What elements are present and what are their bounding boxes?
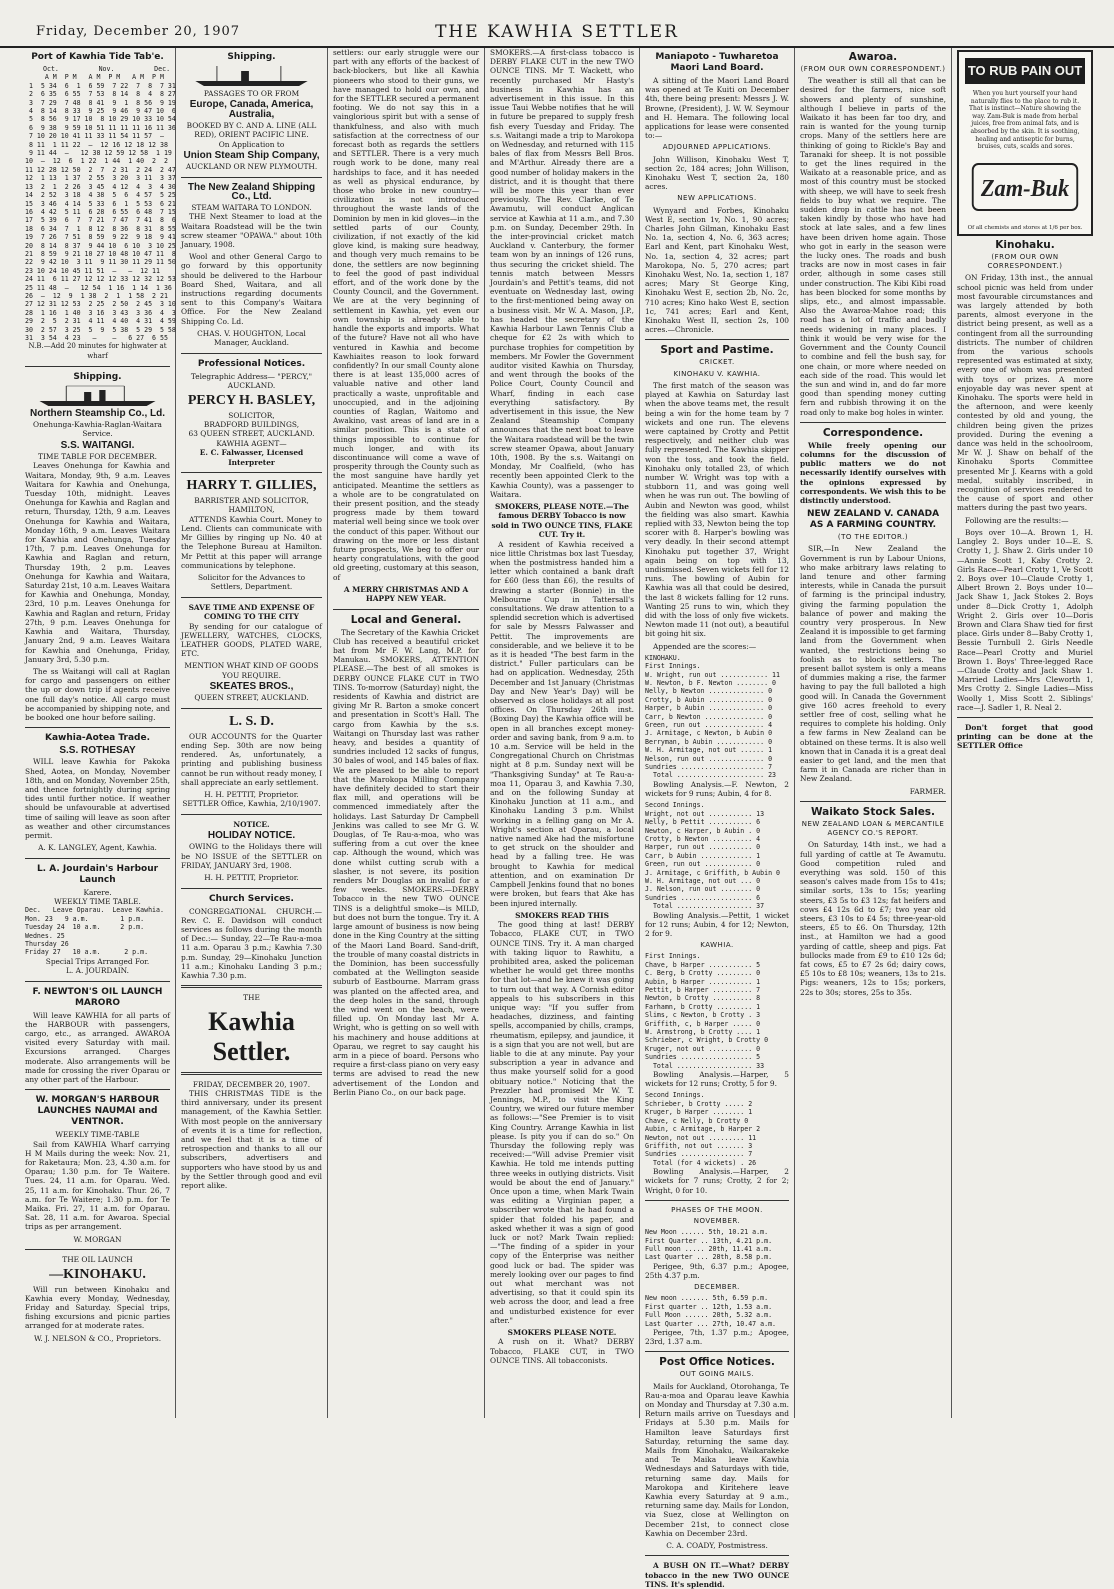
post-office-body: Mails for Auckland, Otorohanga, Te Rau-a-moa and Oparau leave Kawhia on Monday and Thursday at 7.30 a.m. Return mails arrive on Tuesdays and Fridays at 5.30 p.m. Mails for Hamilton leave Saturdays first Saturday, returning the same day. Mails from Kinohaku, Waikarakeke and Te Maika leave Kawhia Wednesdays and Saturdays with tide, returning same day. Mails for Marokopa and Kiritehere leave Kawhia every Saturday at 9 a.m., returning same day. Mails for London, via Suez, close at Wellington on December 21st, to connect close Kawhia on December 23rd. — [645, 1381, 789, 1538]
lsd-body: OUR ACCOUNTS for the Quarter ending Sep. 30th are now being rendered. As, unfortunately, a printing and publishing business cannot be run without ready money, I shall appreciate an early settlement. — [181, 731, 322, 787]
correspondence-heading: Correspondence. — [822, 426, 924, 439]
smokers-please-body: A rush on it. What? DERBY Tobacco, FLAKE CUT, in TWO OUNCE TINS. All tobacconists. — [490, 1337, 634, 1365]
gillies-name: HARRY T. GILLIES, — [186, 477, 317, 493]
morgan-body: Sail from KAWHIA Wharf carrying H M Mails during the week: Nov. 21, for Raketaura; Mon. 23, 4.30 a.m. for Oparau; 1.30 p.m. for Te Waitere. Tues. 24, 11 a.m. for Oparau. Wed. 25, 11 a.m. for Kinohaku. Thur. 26, 7 a.m. for Te Waitere; 1.30 p.m. for Te Maika. Fri. 27, 11 a.m. for Oparau. Sat. 28, 11 a.m. for Awaroa. Special trips as per arrangement. — [25, 1139, 170, 1232]
letter-sign: FARMER. — [909, 786, 946, 796]
lsd-office: SETTLER Office, Kawhia, 2/10/1907. — [182, 799, 321, 809]
gillies-hamilton: HAMILTON, — [228, 505, 275, 515]
launch-special: Special Trips Arranged For. — [45, 956, 150, 966]
results-list: Boys over 10—A. Brown 1, H. Langley 2. Boys under 10—E. S. Crotty 1, J. Shaw 2. Girls under 10—Annie Scott 1, Kaby Crotty 2. Girls Race—Pearl Crotty 1, Ve Scott 2. Boys over 10—Claude Crotty 1, Albert Brown 2. Boys under 10—Jack Shaw 1, Jack Stokes 2. Boys under 8—Dick Crotty 1, Adolph Wright 2. Girls over 10—Doris Brown and Clara Shaw tied for first place. Girls under 8—Baby Crotty 1, Bessie Turnbull 2. Girls Needle Race—Pearl Crotty and Muriel Brown 1. Boys' Three-legged Race—Claude Crotty and Jack Shaw 1. Married Ladies—Mrs Cleworth 1, Mrs Crotty 2. Single Ladies—Miss Woolly 1, Miss Scott 2. Siblings' race—J. Sadler 1, R. Neal 2. — [957, 527, 1093, 712]
bowling-1: Bowling Analysis.—F. Newton, 2 wickets for 9 runs; Aubin, 4 for 8. — [645, 779, 789, 799]
column-2 — [176, 48, 328, 1418]
scores-kinohaku-first: KINOHAKU. First Innings. W. Wright, run out ............ 11 W. Newton, b F. Newton ........ 0 Nelly, b Newton .............. 0 Crotty, b Aubin .............. 0 Harper, b Aubin .............. 0 Carr, b Newton ............... 0 Green, run out ............... 4 J. Armitage, c Newton, b Aubin 0 Berryman, b Aubin ............ 0 W. H. Armitage, not out ...... 1 Nelson, run out .............. 0 Sundries ..................... 7 Total ...................... 23 — [645, 653, 780, 780]
printing-advert: Don't forget that good printing can be done at the SETTLER Office — [957, 722, 1093, 751]
gillies-body: ATTENDS Kawhia Court. Money to Lend. Clients can communicate with Mr Gillies by ringing up No. 40 at the Telephone Bureau at Hamilton. Mr Pettit at this paper will arrange communications by telephone. — [181, 514, 322, 570]
save-time: SAVE TIME AND EXPENSE OF COMING TO THE CITY — [188, 602, 315, 622]
newton-heading: F. NEWTON'S OIL LAUNCH MARORO — [32, 986, 163, 1008]
smokers-read: SMOKERS READ THIS — [515, 910, 609, 920]
newspaper-title: THE KAWHIA SETTLER — [435, 22, 679, 42]
cricket-heading: CRICKET. — [699, 358, 735, 367]
new-applications-heading: NEW APPLICATIONS. — [677, 194, 757, 203]
adjourned-heading: ADJOURNED APPLICATIONS. — [662, 143, 772, 152]
maori-board-heading: Maniapoto - Tuwharetoa Maori Land Board. — [655, 52, 779, 73]
december-perigee: Perigee, 7th, 1.37 p.m.; Apogee, 23rd, 1.37 a.m. — [645, 1328, 789, 1347]
sport-heading: Sport and Pastime. — [660, 344, 774, 357]
outgoing-mails: OUT GOING MAILS. — [679, 1370, 755, 1379]
waitangi-heading: S.S. WAITANGI. — [60, 439, 135, 451]
december-phases: New moon ....... 5th, 6.59 p.m. First quarter .. 12th, 1.53 a.m. Full Moon ...... 20th, 5.32 a.m. Last Quarter ... 27th, 10.47 a.m. — [645, 1294, 777, 1328]
union-address: AUCKLAND OR NEW PLYMOUTH. — [185, 162, 318, 172]
adjourned-body: John Willison, Kinohaku West T, section 2c, 184 acres; John Willison, Kinohaku West T, section 2a, 180 acres. — [645, 154, 789, 192]
column-1 — [20, 48, 176, 1418]
post-office-heading: Post Office Notices. — [659, 1356, 775, 1369]
lsd-sign: H. H. PETTIT, Proprietor. — [204, 790, 299, 800]
local-general-heading: Local and General. — [350, 613, 462, 626]
notice-heading: NOTICE. — [233, 819, 270, 829]
booked: BOOKED BY C. AND A. LINE (ALL RED), ORIENT PACIFIC LINE. — [186, 120, 317, 140]
cricket-body: The first match of the season was played at Kawhia on Saturday last when the above teams met, the result being a win for the home team by 7 wickets and one run. The elevens were captained by Crotty and Pettit respectively, and neither club was fully represented. The Kawhia skipper won the toss, and took the field. Kinohaku only totalled 23, of which number W. Wright was top with a stubborn 11, and was going well when he was run out. The bowling of Aubin and Newton was good, whilst the fielding was also smart. Kawhia replied with 33, Newton being the top scorer with 8. Harper's bowling was very deadly. In their second attempt Kinohaku put together 37, Wright again being on top with 13, undismissed. Seven wickets fell for 12 runs. The bowling of Aubin for Kawhia was all that could be desired, the last 8 wickets falling for 12 runs. Wanting 25 runs to win, which they did with the loss of only five wickets. Newton made 11 (not out), a beautiful bit going hit six. — [645, 380, 789, 639]
stock-sales-sub: NEW ZEALAND LOAN & MERCANTILE AGENCY CO.'S REPORT. — [801, 820, 945, 838]
steam-body-2: Wool and other General Cargo to go forward by this opportunity should be delivered to the Harbour Board Shed, Waitara, and all instructions regarding documents sent to this Company's Waitara Office. For the New Zealand Shipping Co. Ld. — [181, 252, 322, 326]
zam-buk-wordmark: Zam-Buk — [980, 175, 1070, 203]
rub-pain-out-banner: TO RUB PAIN OUT — [965, 58, 1085, 84]
steam-body: THE Next Steamer to load at the Waitara Roadstead will be the twin screw steamer "OPAWA." about 10th January, 1908. — [181, 212, 322, 250]
bowling-3: Bowling Analysis.—Harper, 5 wickets for 12 runs; Crotty, 5 for 9. — [645, 1070, 789, 1089]
to-editor: (TO THE EDITOR.) — [837, 533, 909, 542]
kawhia-agent: KAWHIA AGENT— — [216, 438, 287, 448]
stock-sales-heading: Waikato Stock Sales. — [810, 806, 936, 819]
basley-queen: 63 QUEEN STREET, AUCKLAND. — [188, 429, 315, 439]
kinohaku-launch-name: —KINOHAKU. — [49, 1266, 146, 1282]
tide-table-heading: Port of Kawhia Tide Tab'e. — [31, 52, 164, 62]
settler-the: THE — [243, 993, 260, 1003]
lsd-heading: L. S. D. — [229, 713, 274, 729]
nz-canada-heading: NEW ZEALAND V. CANADA AS A FARMING COUNTRY. — [806, 509, 940, 531]
telegraphic: Telegraphic Address— "PERCY," AUCKLAND. — [190, 371, 313, 391]
editorial-continued: settlers: our early struggle were our part with any efforts of the backest of back-blockers, but like all Kawhia pioneers who stood to their guns, we have managed to hold our own, and for the SETTLER secured a permanent footing. We do not say this in a vainglorious spirit but with a sense of thankfulness, and also with much satisfaction at the correctness of our forecast both as regards the settlers and SETTLER. There is a very much rough work to be done, many real hardships to face, and it has needed as well as physical endurance, by those who broke in new country—civilization is not introduced throughout the waste lands of the Dominion by men in kid gloves—in the settled parts of our County, civilization, if not exactly of the kid glove kind, is making sure headway, and though very much remains to be done, the settlers are now beginning to feel the good of past individual effort, and of the work done by the County Council, and the Government. We are at the very beginning of settlement in Kawhia, yet even our own township is already able to handle the exports and imports. What of the future? Have not all who have ventured in Kawhia and become Kawhiaites reason to look forward confidently? In our small County alone there is at least 135,000 acres of valuable native and other land practically a waste, unprofitable and unoccupied, and in the adjoining counties of Raglan, Waitomo and Awakino, vast areas of land are in a similar position. This is a state of things impossible to continue for much longer, and with its discontinuance will come a wave of prosperity through the County such as the most sanguine have hardly yet anticipated. Meantime the settlers as a whole are to be congratulated on their present position, and the steady progress made by them toward material well being since we took over the conduct of this paper. Without our drawing on the more or less distant future prospects, We beg to offer our hearty congratulations, with the good old greeting, customary at this season, of — [333, 48, 479, 582]
local-general-body: The Secretary of the Kawhia Cricket Club has received a beautiful cricket bat from Mr F. W. Lang, M.P. for Manukau. SMOKERS, ATTENTION PLEASE.—The best of all smokes is DERBY OUNCE FLAKE CUT in TWO TINS. To-morrow (Saturday) night, the residents of Kawhia and district are giving Mr R. Barton a smoke concert and presentation in Scott's Hall. The cargo from Kawhia by the s.s. Waitangi on Thursday last was rather heavy, and besides a quantity of sundries included 12 sacks of fungus, 30 bales of wool, and 145 bales of flax. We are pleased to be able to report that the Marokopa Milling Company have definitely decided to start their flax mill, and operations will be commenced immediately after the holidays. Last Saturday Dr Campbell Jenkins was called to see Mr G. W. Douglas, of Te Rau-a-moa, who was suffering from a cut over the knee cap. Although the wound, which was done whilst cutting scrub with a slasher, is not severe, its position renders Mr Douglas an invalid for a few weeks. SMOKERS.—DERBY Tobacco in the new TWO OUNCE TINS is a delightful smoke—is MILD, but does not burn the tongue. Try it. A large amount of business is now being done in the King Country at the sitting of the Maori Land Board. Sand-drift, the trouble of many coastal districts in the Dominion, has been successfully combated at the Wellington seaside suburb of Eastbourne. Marram grass was planted on the affected area, and the deep holes in the sand, through the wind went on the beach, were filled up. On Monday last Mr A. Wright, who is getting on so well with his machinery and house additions at Oparau, we regret to say caught his arm in a piece of board. Persons who require a first-class piano on very easy terms are advised to read the new advertisement of the London and Berlin Piano Co., on our back page. — [333, 627, 479, 1097]
morgan-sign: W. MORGAN — [73, 1234, 122, 1244]
save-body: By sending for our catalogue of JEWELLERY, WATCHES, CLOCKS, LEATHER GOODS, PLATED WARE, ETC. — [181, 621, 322, 659]
basley-bradford: BRADFORD BUILDINGS, — [203, 419, 300, 429]
column-6 — [795, 48, 952, 1418]
december-heading: DECEMBER. — [694, 1283, 740, 1292]
tide-table: A M P M A M P M A M P M 1 5 34 6 1 6 59 7 22 7 8 7 31 2 6 35 6 55 7 53 8 14 8 4 8 27 3 7 29 7 48 8 41 9 1 8 56 9 19 4 8 14 8 33 9 25 9 46 9 47 10 6 5 8 56 9 17 10 8 10 29 10 33 10 54 6 9 38 9 59 10 51 11 11 11 16 11 36 7 10 20 10 41 11 33 11 54 11 57 — 8 11 1 11 22 — 12 16 12 18 12 38 9 11 44 — 12 38 12 59 12 58 1 19 10 — 12 6 1 22 1 44 1 40 2 2 11 12 28 12 50 2 7 2 31 2 24 2 47 12 1 13 1 37 2 55 3 20 3 11 3 37 13 2 1 2 26 3 45 4 12 4 3 4 30 14 2 52 3 18 4 38 5 6 4 57 5 25 15 3 46 4 14 5 33 6 1 5 53 6 21 16 4 42 5 11 6 28 6 55 6 48 7 15 17 5 39 6 7 7 21 7 47 7 41 8 6 18 6 34 7 1 8 12 8 36 8 31 8 55 19 7 26 7 51 8 59 9 22 9 18 9 41 20 8 14 8 37 9 44 10 6 10 3 10 25 21 8 59 9 21 10 27 10 48 10 47 11 8 22 9 42 10 3 11 9 11 30 11 29 11 50 23 10 24 10 45 11 51 — — 12 11 24 11 6 11 27 12 12 12 33 12 32 12 53 25 11 48 — 12 54 1 16 1 14 1 36 26 — 12 9 1 38 2 1 1 58 2 21 27 12 31 12 53 2 25 2 50 2 45 3 10 28 1 16 1 40 3 16 3 43 3 36 4 3 29 2 5 2 31 4 11 4 40 4 31 4 59 30 2 57 3 25 5 9 5 38 5 29 5 58 31 3 54 4 23 — — 6 27 6 55 — [25, 73, 176, 342]
morgan-timetable-heading: WEEKLY TIME-TABLE — [55, 1130, 140, 1140]
bowling-2: Bowling Analysis.—Pettit, 1 wicket for 12 runs; Aubin, 4 for 12; Newton, 2 for 9. — [645, 910, 789, 938]
kinohaku-v-kawhia: KINOHAKU V. KAWHIA. — [673, 369, 761, 378]
waitangi-note: The ss Waitangi will call at Raglan for cargo and passengers on either the up or down trip if agents receive one full day's notice. All cargo must be accompanied by shipping note, and be booked one hour before sailing. — [25, 666, 170, 722]
steam-sign: CHAS. V. HOUGHTON, Local Manager, Auckland. — [197, 328, 306, 348]
settler-nameplate: Kawhia Settler. — [208, 1006, 295, 1066]
november-perigee: Perigee, 9th, 6.37 p.m.; Apogee, 25th 4.37 p.m. — [645, 1261, 789, 1280]
launch-name: Karere. — [83, 887, 112, 897]
nsc-route: Onehunga-Kawhia-Raglan-Waitara Service. — [33, 420, 162, 439]
kinohaku-launch-sign: W. J. NELSON & CO., Proprietors. — [33, 1333, 162, 1343]
steamship-illustration — [35, 385, 160, 407]
nsc-name: Northern Steamship Co., Ld. — [29, 407, 165, 419]
professional-heading: Professional Notices. — [197, 358, 306, 369]
bush-advert: A BUSH ON IT.—What? DERBY tobacco in the new TWO OUNCE TINS. It's splendid. — [645, 1561, 789, 1589]
launch-timetable: Dec. Leave Oparau. Leave Kawhia. Mon. 23 9 a.m. 1 p.m. Tuesday 24 10 a.m. 2 p.m. Wednes. 25 Thursday 26 Friday 27 10 a.m. 2 p.m. — [25, 906, 164, 957]
skeates-address: QUEEN STREET, AUCKLAND. — [194, 693, 309, 703]
smokers-please: SMOKERS PLEASE NOTE. — [507, 1328, 617, 1338]
basley-name: PERCY H. BASLEY, — [187, 392, 316, 408]
skeates: SKEATES BROS., — [209, 681, 294, 693]
falwasser: E. C. Falwasser, Licensed Interpreter — [199, 448, 304, 467]
appended: Appended are the scores:— — [653, 641, 757, 651]
basley-solicitor: SOLICITOR, — [228, 410, 275, 420]
launch-timetable-heading: WEEKLY TIME TABLE. — [54, 896, 141, 906]
church-heading: Church Services. — [209, 893, 294, 904]
issue-date: Friday, December 20, 1907 — [36, 24, 241, 39]
november-phases: New Moon ...... 5th, 10.21 a.m. First Quarter .. 13th, 4.21 p.m. Full moon ..... 20th, 11.41 a.m. Last Quarter ... 28th, 8.58 p.m. — [645, 1228, 773, 1262]
kawhia-team-heading: KAWHIA. — [700, 941, 734, 950]
steam-heading: STEAM WAITARA TO LONDON. — [191, 203, 312, 213]
settler-editorial: THIS CHRISTMAS TIDE is the third anniversary, under its present management, of the Kawhia Settler. With most people on the anniversary of events it is a time for reflection, and we feel that it is a time of retrospection and thanks to all our subscribers, advertisers and supporters who have stood by us and by the Settler through good and evil report alike. — [181, 1088, 322, 1190]
rothesay-heading: S.S. ROTHESAY — [59, 745, 136, 757]
launch-sign: L. A. JOURDAIN. — [66, 966, 129, 976]
new-applications-body: Wynyard and Forbes, Kinohaku West E, section 1v, No. 1, 90 acres; Charles John Gilman, Kinohaku East No. 1a, section 4, No. 6, 363 acres; Earl and Kent, part Kinohaku West, No. 1a, section 4, 32 acres; part Marokopa, No. 5, 270 acres; part Kinohaku West, No. 1a, section 1, 187 acres; Mary St George King, Kinohaku West E, section 2b, No. 2c, 710 acres; Kino hako West E, section 1c, 741 acres; Earl and Kent, Kinohaku West II, section 2s, 100 acres.—Chronicle. — [645, 205, 789, 335]
correspondence-note: While freely opening our columns for the discussion of public matters we do not necessarily identify ourselves with the opinions expressed by correspondents. We wish this to be distinctly understood. — [800, 440, 946, 505]
union-company: Union Steam Ship Company, — [183, 150, 320, 162]
steamship-illustration-2 — [191, 65, 312, 87]
column-5 — [640, 48, 795, 1589]
kinohaku-body: ON Friday, 13th inst., the annual school picnic was held from under most favourable circumstances and was largely attended by both parents, almost everyone in the district being present, as well as a contingent from all the surrounding districts. The number of children from the various schools represented was estimated at sixty, every one of whom was presented with toys or prizes. A more enjoyable day was never spent at Kinohaku. The sports were held in the afternoon, and were keenly contested by old and young, the children being given the prizes provided. During the evening a dance was held in the schoolroom, Mr W. J. Shaw on behalf of the Kinohaku Sports Committee presented Mr J. Kearns with a gold medal, suitably inscribed, in recognition of services rendered to the cause of sport and other matters during the past two years. — [957, 273, 1093, 513]
settler-date: FRIDAY, DECEMBER 20, 1907. — [192, 1079, 311, 1089]
bowling-4: Bowling Analysis.—Harper, 2 wickets for 7 runs; Crotty, 2 for 2; Wright, 0 for 10. — [645, 1167, 789, 1195]
passages: PASSAGES TO OR FROM — [203, 89, 300, 98]
post-office-sign: C. A. COADY, Postmistress. — [666, 1541, 768, 1551]
christmas-greeting: A MERRY CHRISTMAS AND A HAPPY NEW YEAR. — [343, 584, 469, 604]
masthead — [0, 22, 1114, 48]
local-continued-3: The good thing at last! DERBY Tobacco, FLAKE CUT, in TWO OUNCE TINS. Try it. A man charged with taking liquor to Rawhitu, a prohibited area, asked the policeman whether he would get three months for that lot—and he knew it was going to turn out that way. A Cornish editor appeals to his subscribers in this unique way: "If you suffer from headaches, dizziness, and fainting spells, accompanied by chills, cramps, rheumatism, epilepsy, and jaundice, it is a sign that you are not well, but are liable to die at any minute. Pay your subscription a year in advance and thus make yourself solid for a good obituary notice." Noticing that the Prezzler had promised Mr W. T. Jennings, M.P., to visit the King Country, we wired our future member as follows:—"See Premier is to visit King Country. Arrange Kawhia in list please. Is pity you if can do so." On Thursday the following reply was received:—"Will advise Premier visit Kawhia. He told me intends putting three weeks in outlying districts. Visit would be about the end of January." Once upon a time, when Mark Twain was editing a Virginian paper, a subscriber wrote that he had found a spider that folded his paper, and asked whether it was a sign of good luck or not? Mark Twain replied:—"The finding of a spider in your copy of the Enterprise was neither good luck or bad. The spider was merely looking over our pages to find out what merchant was not advertising, so that it could spin its web across the door, and lead a free and undisturbed existence for ever after." — [490, 920, 634, 1325]
moon-phases-heading: PHASES OF THE MOON. — [671, 1205, 763, 1214]
waitangi-timetable: Leaves Onehunga for Kawhia and Waitara, Monday, 9th, 9 a.m. Leaves Waitara for Kawhia and Onehunga, Tuesday 10th, midnight. Leaves Onehunga for Kawhia and Raglan and return, Thursday, 12th, 9 a.m. Leaves Onehunga for Kawhia and Waitara, Monday 16th, 9 a.m. Leaves Waitara for Kawhia and Onehunga, Tuesday 17th, 7 p.m. Leaves Onehunga for Kawhia and Raglan and return, Thursday 19th, 2 p.m. Leaves Onehunga for Kawhia and Waitara, Saturday 21st, 10 a.m. Leaves Waitara for Kawhia and Onehunga, Monday, 23rd, 10 p.m. Leaves Onehunga for Kawhia and Raglan and return, Friday 27th, 9 p.m. Leaves Onehunga for Kawhia and Waitara, Thursday, January 2nd, 9 a.m. Leaves Waitara for Kawhia and Onehunga, Friday, January 3rd, 5.30 p.m. — [25, 461, 170, 664]
tide-note: N.B.—Add 20 minutes for highwater at wharf — [28, 342, 167, 360]
gillies-barrister: BARRISTER AND SOLICITOR, — [194, 495, 309, 505]
gillies-foot: Solicitor for the Advances to Settlers, Department. — [197, 572, 306, 592]
kinohaku-sub: (FROM OUR OWN CORRESPONDENT.) — [987, 253, 1063, 271]
tide-months: Oct. Nov. Dec. — [43, 65, 171, 73]
zam-buk-logo — [969, 158, 1081, 216]
stock-sales-body: On Saturday, 14th inst., we had a full yarding of cattle at Te Awamutu. Good competition ruled and everything was sold. 150 of this season's calves made from 15s to 41s; similar sorts, 13s to 15s; yearling steers, £3 5s to £3 12s; fat heifers and cows £4 12s 6d to £7; two year old steers, £3 10s to £4 5s; three-year-old steers, £5 to £6. On Thursday, 12th inst., at Hamilton we had a good yarding of cattle, sheep and pigs. Fat bullocks made from £9 to £10 12s 6d; fat cows, £5 to £7 2s 6d; dairy cows, £5 10s to £8 10s; weaners, 13s to 21s. Pigs: weaners, 12s to 15s; porkers, 22s to 30s; stores, 25s to 35s. — [800, 840, 946, 997]
awaroa-sub: (FROM OUR OWN CORRESPONDENT.) — [800, 65, 946, 73]
newton-body: Will leave KAWHIA for all parts of the HARBOUR with passengers, cargo, etc., as arranged. AWAROA visited every Saturday with mail. Excursions arranged. Charges moderate. Also arrangements will be made for crossing the river Oparau or any other part of the Harbour. — [25, 1010, 170, 1085]
church-body: CONGREGATIONAL CHURCH.—Rev. C. E. Davidson will conduct services as follows during the month of Dec.:— Sunday, 22—Te Rau-a-moa 11 a.m. Oparau 3 p.m.; Kawhia 7.30 p.m. Sunday, 29—Kinohaku Junction 11 a.m.; Kinohaku Landing 3 p.m.; Kawhia 7.30 p.m. — [181, 906, 322, 980]
morgan-heading: W. MORGAN'S HARBOUR LAUNCHES NAUMAI and VENTNOR. — [35, 1095, 160, 1128]
shipping-heading: Shipping. — [73, 371, 122, 382]
results-heading: Following are the results:— — [965, 515, 1069, 525]
column-7 — [952, 48, 1098, 1418]
maori-board-body: A sitting of the Maori Land Board was opened at Te Kuiti on December 4th, there being present: Messrs J. W. Browne, (President), J. W. W. Seymour and H. Hemara. The following local applications for lease were consented to:— — [645, 76, 789, 141]
scores-kinohaku-second: Second Innings. Wright, not out ........... 13 Nelly, b Pettit ........... 6 Newton, c Harper, b Aubin . 0 Crotty, b Newton .......... 4 Harper, run out ........... 0 Carr, b Aubin ............. 1 Green, run out ............ 0 J. Armitage, c Griffith, b Aubin 0 W. H. Armitage, not out ... 0 J. Nelson, run out ........ 0 Sundries .................. 6 Total ................... 37 — [645, 801, 780, 911]
column-3 — [328, 48, 485, 1418]
scores-kawhia-second: Second Innings. Schrieber, b Crotty ..... 2 Kruger, b Harper ........ 1 Chave, c Nelly, b Crotty 0 Aubin, c Armitage, b Harper 2 Newton, not out ......... 11 Griffith, not out ....... 3 Sundries ................ 7 Total (for 4 wickets) . 26 — [645, 1091, 761, 1167]
aotea-heading: Kawhia-Aotea Trade. — [44, 733, 151, 744]
kinohaku-launch-body: Will run between Kinohaku and Kawhia every Monday, Wednesday, Friday and Saturday. Special trips, fishing excursions and picnic parties arranged for at moderate rates. — [25, 1284, 170, 1331]
holiday-body: OWING to the Holidays there will be NO ISSUE of the SETTLER on FRIDAY, JANUARY 3rd, 1908. — [181, 842, 322, 870]
zam-buk-advert — [957, 50, 1093, 236]
november-heading: NOVEMBER. — [693, 1216, 741, 1225]
rothesay-body: WILL leave Kawhia for Pakoka Shed, Aotea, on Monday, November 18th, and on Monday, November 25th, and thence fortnightly during spring tides until further notice. If weather should be unfavourable at advertised time of sailing will leave as soon after as weather and other circumstances permit. — [25, 757, 170, 840]
waitangi-timetable-heading: TIME TABLE FOR DECEMBER. — [38, 452, 157, 462]
launch-heading: L. A. Jourdain's Harbour Launch — [36, 863, 159, 885]
letter-body: SIR,—In New Zealand the Government is run by Labour Unions, who make arbitrary laws relating to land tenure and other farming interests, while in Canada the pursuit of farming is the principal industry, giving the farming population the balance of power and making the country very prosperous. In New Zealand it is impossible to get farming land from the Government when wanted, the restrictions being so foolish as to block settlers. The present ballot system is only a means of dummies making a rise, the farmer having to pay the full balloted a high good will. In Canada the Government give 160 acres freehold to every settler free of cost, selling what he requires to complete his holding. Only a few farms in New Zealand can be obtained on these terms. It is also well known that in Canada it is a great deal easier to get land, and the men that farm it in Canada are richer than in New Zealand. — [800, 544, 946, 784]
application: On Application to — [218, 139, 285, 149]
shipping-heading-2: Shipping. — [227, 52, 276, 62]
awaroa-heading: Awaroa. — [848, 51, 898, 63]
zam-buk-caption: Of all chemists and stores at 1/6 per box. — [967, 224, 1083, 231]
oil-launch-heading: THE OIL LAUNCH — [62, 1255, 133, 1265]
local-continued-2: A resident of Kawhia received a nice little Christmas box last Tuesday, when the postmistress handed him a letter which contained a bank draft for £60 (less than £6), the results of drawing a starter (Bonnie) in the Melbourne Cup in Tattersall's consultations. We draw attention to a splendid secretion which is advertised for sale by Messrs Falwasser and Pettit. The improvements are considerable, and we believe it to be as it is headed "The best farm in the district." Fuller particulars can be had on application. Wednesday, 25th December and 1st January (Christmas Day and New Year's Day) will be observed as close holidays at all post offices. On Thursday 26th inst. (Boxing Day) the Kawhia office will be open in all branches except money-order and saving bank, from 9 a.m. to 10 a.m. Service will be held in the Congregational Church on Christmas night at 8 p.m. Sunday next will be "Thanksgiving Sunday" at Te Rau-a-moa 11, Oparau 3, and Kawhia 7.30, and on the following Sunday at Kinohaku Junction at 11 a.m., and Kinohaku Landing 3 p.m. Whilst working in a felling gang on Mr A. Wright's section at Oparau, a local native named Ake had the misfortune to get struck on the shoulder and head by a falling tree. He was brought to Kawhia for medical attention, and on examination Dr Campbell Jenkins found that no bones were broken, but fears that Ake has been injured internally. — [490, 539, 634, 908]
holiday-heading: HOLIDAY NOTICE. — [207, 830, 296, 842]
local-continued: SMOKERS.—A first-class tobacco is DERBY FLAKE CUT in the new TWO OUNCE TINS. Mr T. Wackett, who recently purchased Mr Hasty's business in Kawhia has an advertisement in this issue. In this issue Taui Webbe notifies that he will in future be prepared to supply fresh fish every Tuesday and Friday. The s.s. Waitangi made a trip to Marokopa on Wednesday, and returned with 115 bales of flax from Messrs Bell Bros. and M'Arthur. Already there are a good number of holiday makers in the district, and it is thought that there will be more this year than ever previously. The Rev. Clarke, of Te Awamutu, will conduct Anglican service at Kawhia at 11 a.m., and 7.30 p.m. on Sunday, December 29th. In the inter-provincial cricket match Auckland v. Canterbury, the former team won by an innings of 126 runs, thus securing the cricket shield. The tennis match between Messrs Jourdain's and Pettit's teams, did not eventuate on Wednesday last, owing to the first-mentioned being away on a business visit. Mr W. A. Mason, J.P., has headed the secretary of the Kawhia Harbour Lawn Tennis Club a cheque for £2 2s with which to purchase trophies for competition by members. Mr Fowler the Government auditor visited Kawhia on Thursday, and went through the books of the Police Court, County Council and Wharf, finding in each case everything satisfactory. By advertisement in this issue, the New Zealand Steamship Company announces that the next boat to leave the Waitara roadstead will be the twin screw steamer Opawa, about January 10th, 1908. By the s.s. Waitangi on Monday, Mr Coalfield, (who has recently been appointed Clerk to the Kawhia County), was a passenger to Waitara. — [490, 48, 634, 499]
column-4 — [485, 48, 640, 1418]
kinohaku-heading: Kinohaku. — [995, 239, 1055, 251]
rothesay-sign: A. K. LANGLEY, Agent, Kawhia. — [38, 843, 157, 853]
rub-pain-text: When you hurt yourself your hand naturally flies to the place to rub it. That is instinct—Nature showing the way. Zam-Buk is made from herbal juices, free from animal fats, and is absorbed by the skin. It is soothing, healing and antiseptic for burns, bruises, cuts, scalds and sores. — [969, 90, 1081, 151]
mention: MENTION WHAT KIND OF GOODS YOU REQUIRE. — [184, 661, 319, 680]
holiday-sign: H. H. PETTIT, Proprietor. — [204, 873, 299, 883]
scores-kawhia-first: First Innings. Chave, b Harper ........... 5 C. Berg, b Crotty ......... 0 Aubin, b Harper ........... 1 Pettit, b Harper .......... 7 Newton, b Crotty .......... 8 Farhamn, b Crotty ......... 1 Slims, c Newton, b Crotty . 3 Griffith, c, b Harper ..... 0 W. Armstrong, b Crotty .... 1 Schrieber, c Wright, b Crotty 0 Kruger, not out ........... 0 Sundries .................. 5 Total ................... 33 — [645, 952, 769, 1070]
awaroa-body: The weather is still all that can be desired for the farmers, nice soft showers and plenty of sunshine, although I believe in parts of the Waikato it has been far too dry, and rain is wanted for the young turnip crops. Many of the settlers here are thinking of going to Rickle's Bay and Taranaki for sheep. It is not possible to get the lines required in the Waikato at a reasonable price, and as most of this country must be stocked with sheep, we will have to seek fresh fields to buy what we require. The sudden drop in cattle has not been taken kindly by those who have had stock at late sales, and a few lines have been driven home again. Those who got in early in the season were the lucky ones. The roads and bush tracks are now in most cases in fair order, although in some cases still under construction. The Kibi Kibi road has been blocked for some months by slips, etc., and almost impassable. Also the Awaroa-Mahoe road; this road has a lot of traffic and badly needs widening in many places. I think it would be very wise for the Government and the County Council to combine and fell the bush say, for one chain, or more where needed on each side of the road. This would let the sun and wind in, and do far more good than spending money cutting fern and rubbish throwing it on the road only to make bog holes in winter. — [800, 76, 946, 417]
nzsc-name: The New Zealand Shipping Co., Ltd. — [187, 181, 316, 202]
destinations: Europe, Canada, America, Australia, — [189, 99, 314, 120]
smokers-note: SMOKERS, PLEASE NOTE.—The famous DERBY Tobacco is now sold in TWO OUNCE TINS, FLAKE CUT. Try it. — [491, 501, 633, 540]
